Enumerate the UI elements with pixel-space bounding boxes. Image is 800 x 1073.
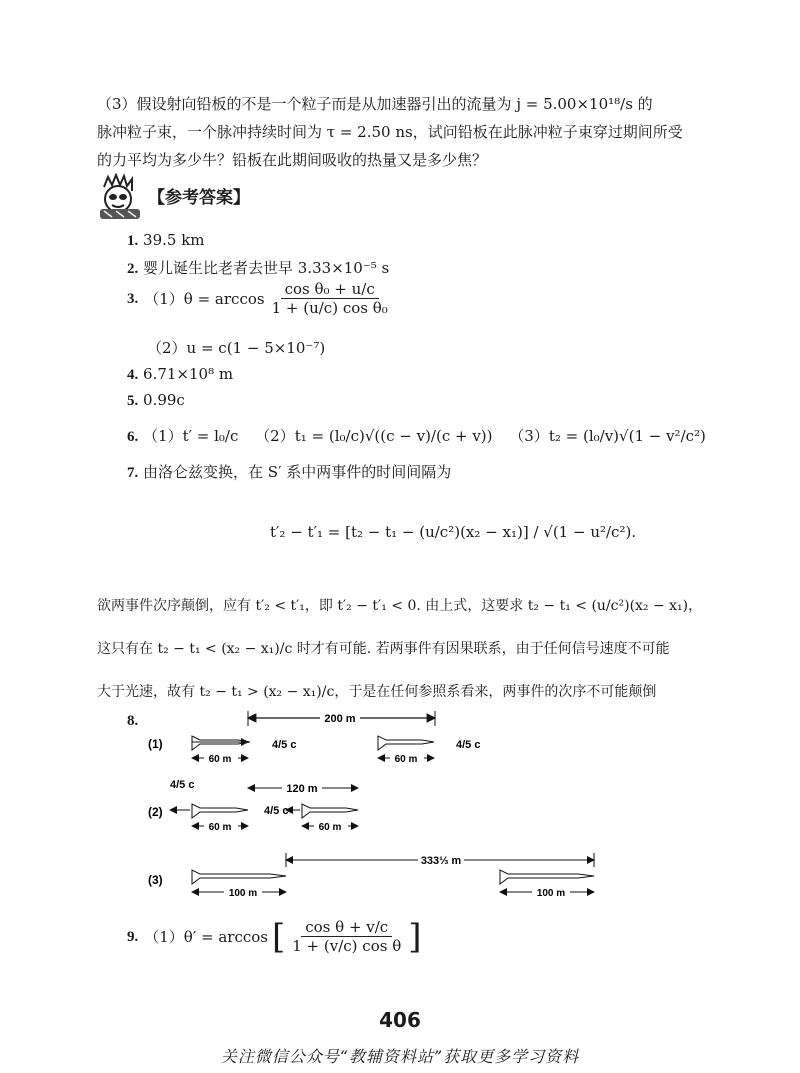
answer-3-number: 3. (127, 290, 139, 307)
answer-1-text: 39.5 km (143, 231, 205, 249)
answer-heading: 【参考答案】 (148, 188, 250, 208)
answer-4 (127, 360, 233, 389)
footer-note: 关注微信公众号“教辅资料站”获取更多学习资料 (220, 1047, 580, 1066)
problem-3-line-3: 的力平均为多少牛？铅板在此期间吸收的热量又是多少焦？ (97, 151, 488, 169)
answer-9-bracket-right: ] (408, 916, 422, 957)
rocket-3a-icon (192, 870, 286, 884)
answer-3-denominator: 1 + (u/c) cos θ₀ (271, 299, 388, 317)
answer-7-number: 7. (127, 465, 139, 481)
answer-9-fraction (288, 918, 405, 955)
answer-9 (127, 918, 422, 955)
answer-4-number: 4. (127, 367, 139, 383)
rocket-1a-icon (192, 736, 250, 750)
answer-6-part-2: （2）t₁ = (l₀/c)√((c − v)/(c + v)) (255, 427, 493, 445)
answer-9-numerator: cos θ + v/c (301, 918, 392, 937)
answer-4-text: 6.71×10⁸ m (143, 365, 234, 383)
answer-7-explanation (97, 585, 722, 714)
answer-1-number: 1. (127, 233, 139, 249)
row-2-label: (2) (148, 805, 163, 819)
row-1-speed-a: 4/5 c (272, 739, 297, 751)
row-3-top-label: 333⅓ m (420, 855, 462, 867)
row-1-speed-b: 4/5 c (456, 739, 481, 751)
answer-7-line-3: 大于光速，故有 t₂ − t₁ > (x₂ − x₁)/c，于是在任何参照系看来，两事件的次序不可能颠倒 (97, 684, 657, 700)
answer-6-number: 6. (127, 429, 139, 445)
row-2-speed-b: 4/5 c (264, 805, 289, 817)
figure-8 (140, 706, 620, 902)
row-1-label: (1) (148, 737, 163, 751)
answer-2-text: 婴儿诞生比老者去世早 3.33×10⁻⁵ s (143, 259, 390, 277)
problem-3-text (97, 90, 717, 174)
answer-3 (127, 280, 395, 317)
answer-5 (127, 386, 185, 415)
answer-8-number (127, 706, 138, 735)
page-number: 406 (379, 1008, 421, 1032)
answer-8-number-text: 8. (127, 713, 139, 729)
answer-1 (127, 226, 205, 255)
answer-9-bracket-left: [ (271, 916, 286, 957)
problem-3-line-2: 脉冲粒子束，一个脉冲持续时间为 τ = 2.50 ns，试问铅板在此脉冲粒子束穿过期间所受 (97, 123, 683, 141)
row-2-length-b: 60 m (318, 822, 342, 833)
row-1-top-label: 200 m (324, 713, 356, 725)
row-2-top-label: 120 m (286, 783, 318, 795)
row-3-length-a: 100 m (228, 888, 258, 899)
problem-3-line-1: （3）假设射向铅板的不是一个粒子而是从加速器引出的流量为 j = 5.00×10¹⁸/s 的 (97, 95, 653, 113)
rocket-2b-icon (302, 804, 358, 818)
rocket-3b-icon (500, 870, 594, 884)
answer-7-equation: t′₂ − t′₁ = [t₂ − t₁ − (u/c²)(x₂ − x₁)] / √(1 − u²/c²). (270, 523, 637, 541)
rocket-2a-icon (192, 804, 248, 818)
row-1-length-a: 60 m (208, 754, 232, 765)
answer-9-number: 9. (127, 928, 139, 945)
row-1-length-b: 60 m (394, 754, 418, 765)
answer-7 (127, 458, 451, 487)
row-2-speed-a: 4/5 c (170, 779, 195, 791)
answer-7-intro: 由洛仑兹变换，在 S′ 系中两事件的时间间隔为 (143, 463, 452, 481)
row-3-label: (3) (148, 873, 163, 887)
answer-3-prefix: （1）θ = arccos (144, 289, 265, 308)
answer-5-text: 0.99c (143, 391, 185, 409)
rocket-1b-icon (378, 736, 434, 750)
answer-2 (127, 254, 389, 283)
answer-3-numerator: cos θ₀ + u/c (281, 280, 379, 299)
answer-3-fraction (268, 280, 392, 317)
answer-7-line-1: 欲两事件次序颠倒，应有 t′₂ < t′₁，即 t′₂ − t′₁ < 0. 由上式，这要求 t₂ − t₁ < (u/c²)(x₂ − x₁)， (97, 598, 703, 614)
answer-7-line-2: 这只有在 t₂ − t₁ < (x₂ − x₁)/c 时才有可能. 若两事件有因果联系，由于任何信号速度不可能 (97, 641, 670, 657)
answer-6 (127, 422, 706, 451)
answer-2-number: 2. (127, 261, 139, 277)
answer-9-denominator: 1 + (v/c) cos θ (292, 937, 402, 955)
answer-5-number: 5. (127, 393, 139, 409)
answer-6-part-1: （1）t′ = l₀/c (143, 427, 239, 445)
row-2-length-a: 60 m (208, 822, 232, 833)
answer-9-prefix: （1）θ′ = arccos (144, 927, 268, 946)
answer-6-part-3: （3）t₂ = (l₀/v)√(1 − v²/c²) (509, 427, 706, 445)
mascot-icon (96, 173, 148, 221)
row-3-length-b: 100 m (536, 888, 566, 899)
answer-3-part-2: （2）u = c(1 − 5×10⁻⁷) (147, 339, 326, 357)
